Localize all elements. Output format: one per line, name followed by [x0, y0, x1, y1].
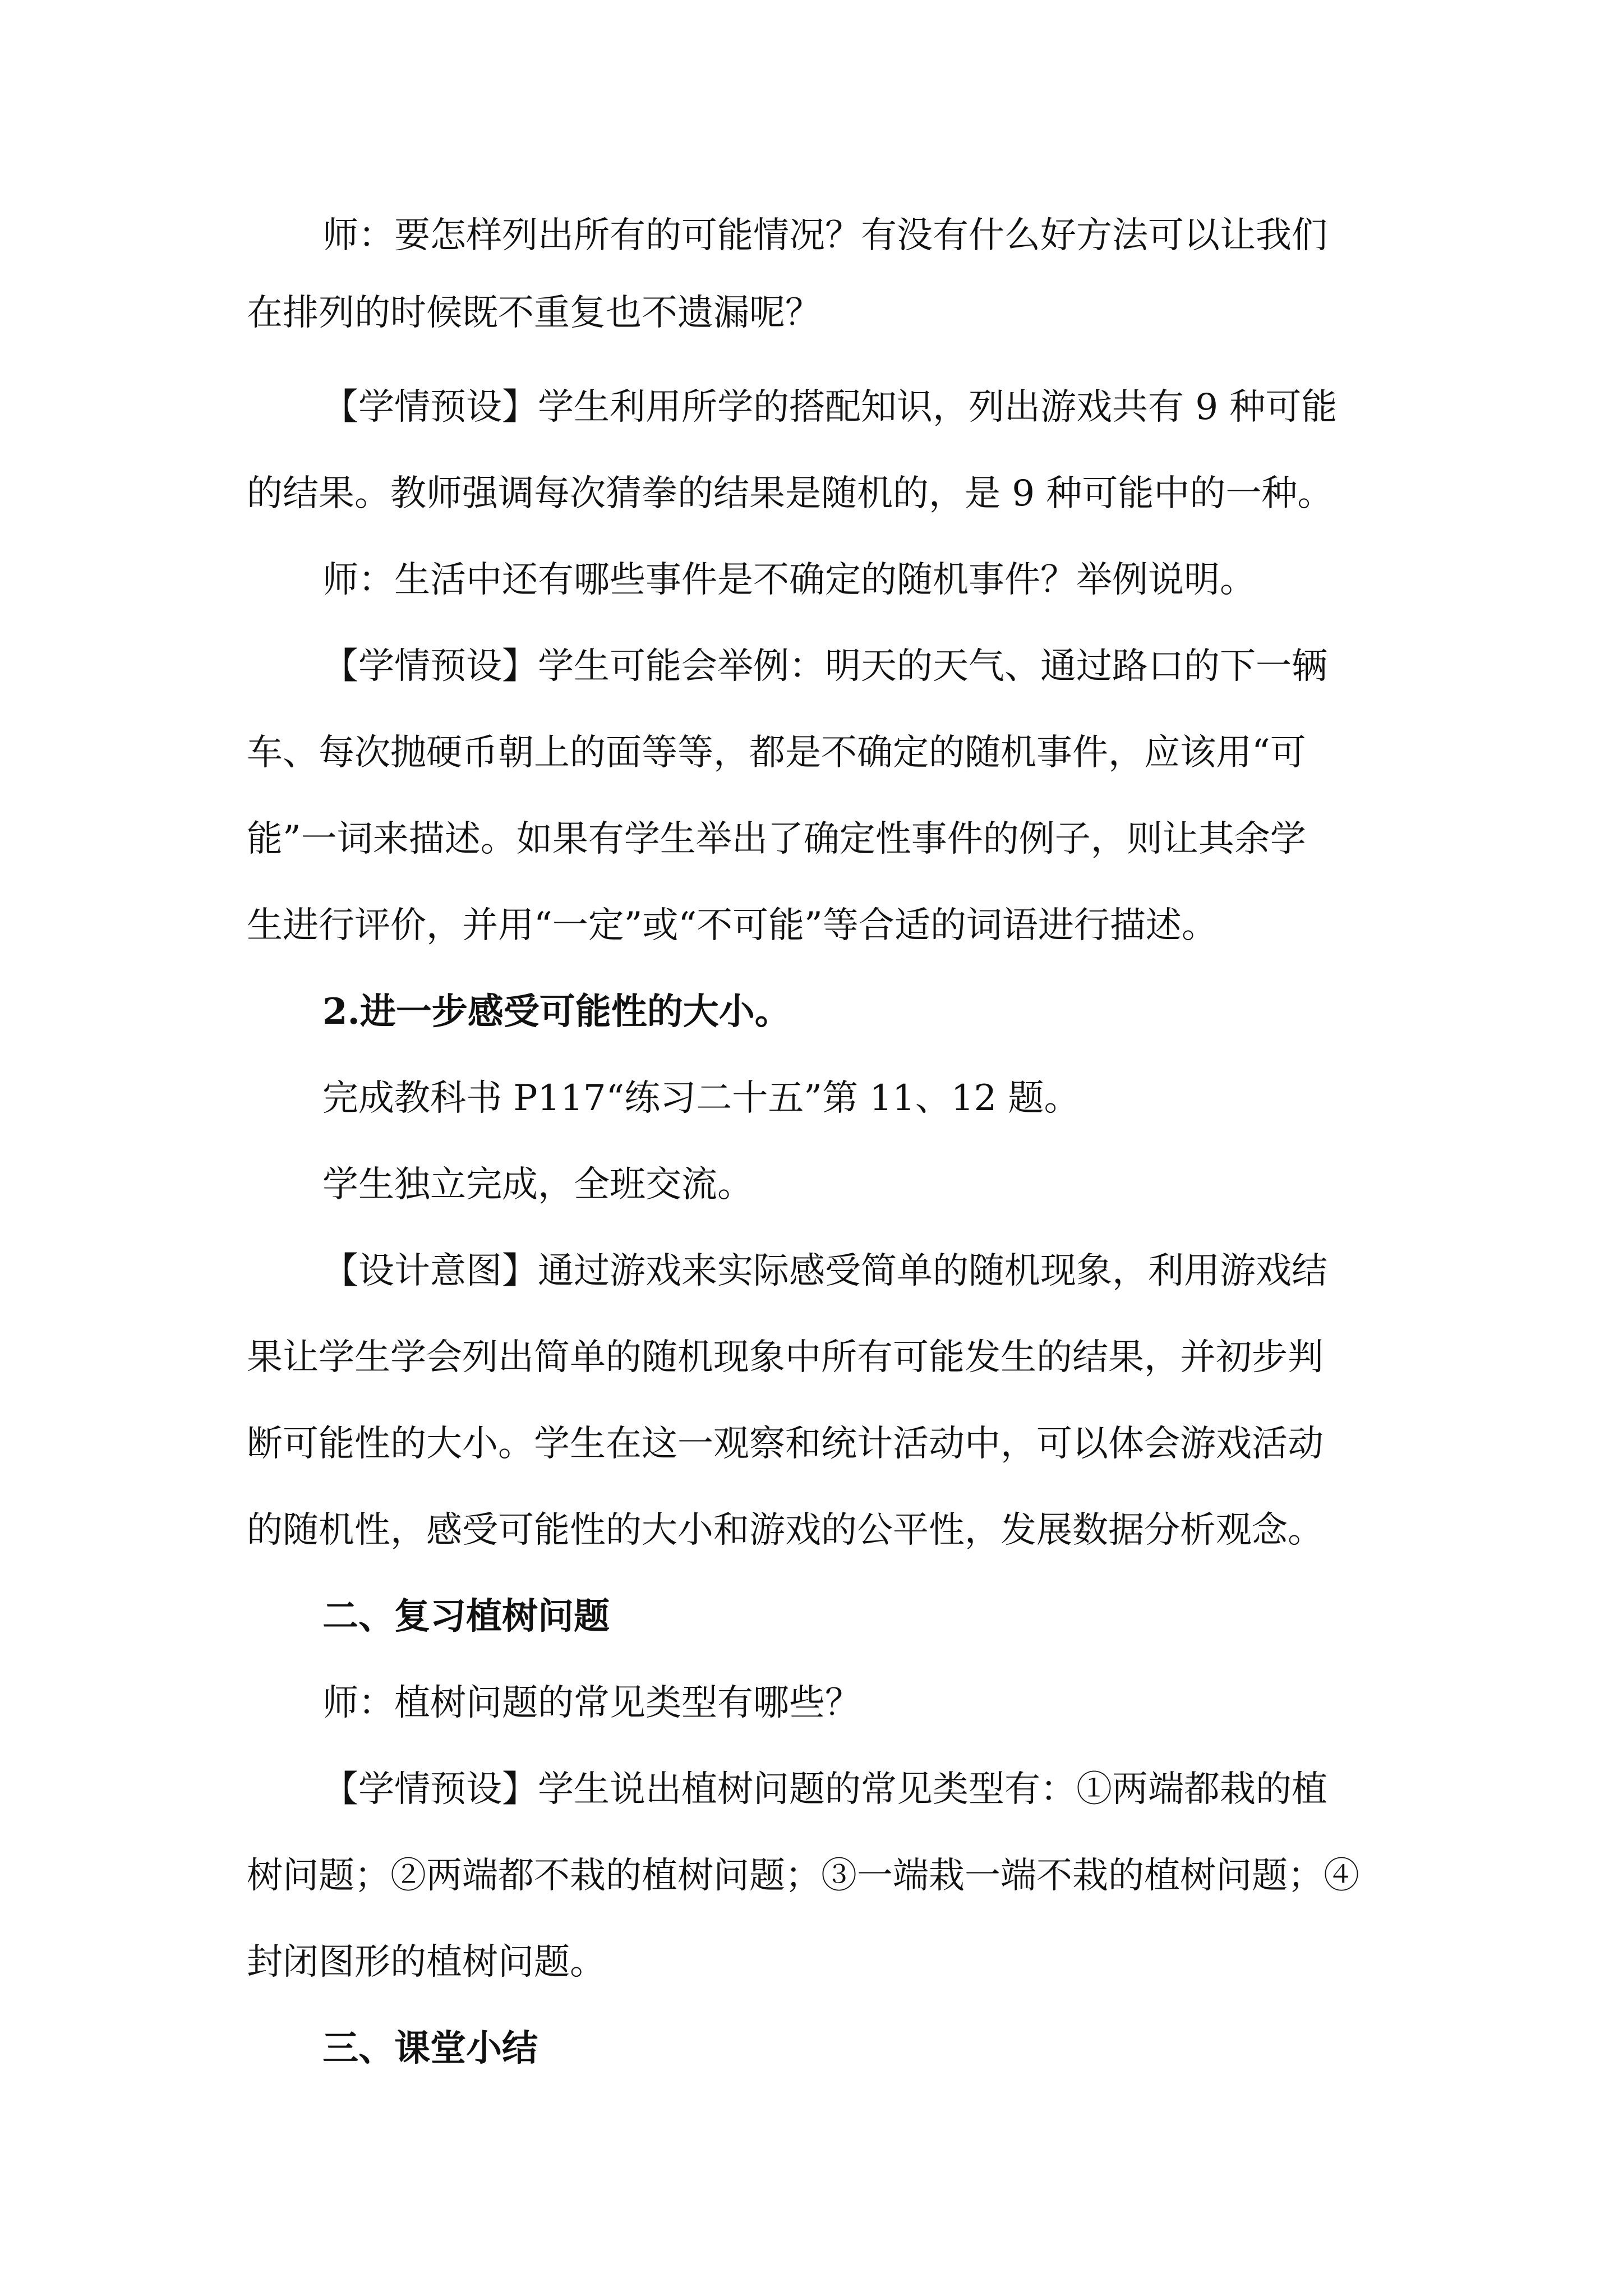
paragraph-line: 【学情预设】学生利用所学的搭配知识，列出游戏共有 9 种可能	[322, 386, 1338, 428]
section-heading: 三、课堂小结	[322, 2027, 538, 2069]
paragraph-line: 【学情预设】学生说出植树问题的常见类型有：①两端都栽的植	[322, 1769, 1327, 1810]
paragraph-line: 【学情预设】学生可能会举例：明天的天气、通过路口的下一辆	[322, 646, 1327, 687]
paragraph-line: 师：生活中还有哪些事件是不确定的随机事件？举例说明。	[322, 559, 1256, 601]
paragraph-line: 学生独立完成，全班交流。	[322, 1164, 753, 1205]
paragraph-line: 树问题；②两端都不栽的植树问题；③一端栽一端不栽的植树问题；④	[247, 1855, 1359, 1897]
section-heading: 2.进一步感受可能性的大小。	[322, 991, 791, 1033]
paragraph-line: 完成教科书 P117“练习二十五”第 11、12 题。	[322, 1078, 1080, 1119]
paragraph-line: 师：要怎样列出所有的可能情况？有没有什么好方法可以让我们	[322, 215, 1327, 256]
paragraph-line: 的结果。教师强调每次猜拳的结果是随机的，是 9 种可能中的一种。	[247, 473, 1334, 514]
paragraph-line: 【设计意图】通过游戏来实际感受简单的随机现象，利用游戏结	[322, 1250, 1327, 1292]
paragraph-line: 师：植树问题的常见类型有哪些？	[322, 1682, 861, 1724]
paragraph-line: 在排列的时候既不重复也不遗漏呢？	[247, 292, 821, 334]
paragraph-line: 车、每次抛硬币朝上的面等等，都是不确定的随机事件，应该用“可	[247, 732, 1306, 774]
paragraph-line: 封闭图形的植树问题。	[247, 1941, 606, 1983]
paragraph-line: 果让学生学会列出简单的随机现象中所有可能发生的结果，并初步判	[247, 1337, 1324, 1378]
paragraph-line: 的随机性，感受可能性的大小和游戏的公平性，发展数据分析观念。	[247, 1510, 1324, 1551]
paragraph-line: 生进行评价，并用“一定”或“不可能”等合适的词语进行描述。	[247, 905, 1218, 946]
paragraph-line: 能”一词来描述。如果有学生举出了确定性事件的例子，则让其余学	[247, 818, 1306, 860]
section-heading: 二、复习植树问题	[322, 1595, 610, 1637]
paragraph-line: 断可能性的大小。学生在这一观察和统计活动中，可以体会游戏活动	[247, 1423, 1324, 1465]
